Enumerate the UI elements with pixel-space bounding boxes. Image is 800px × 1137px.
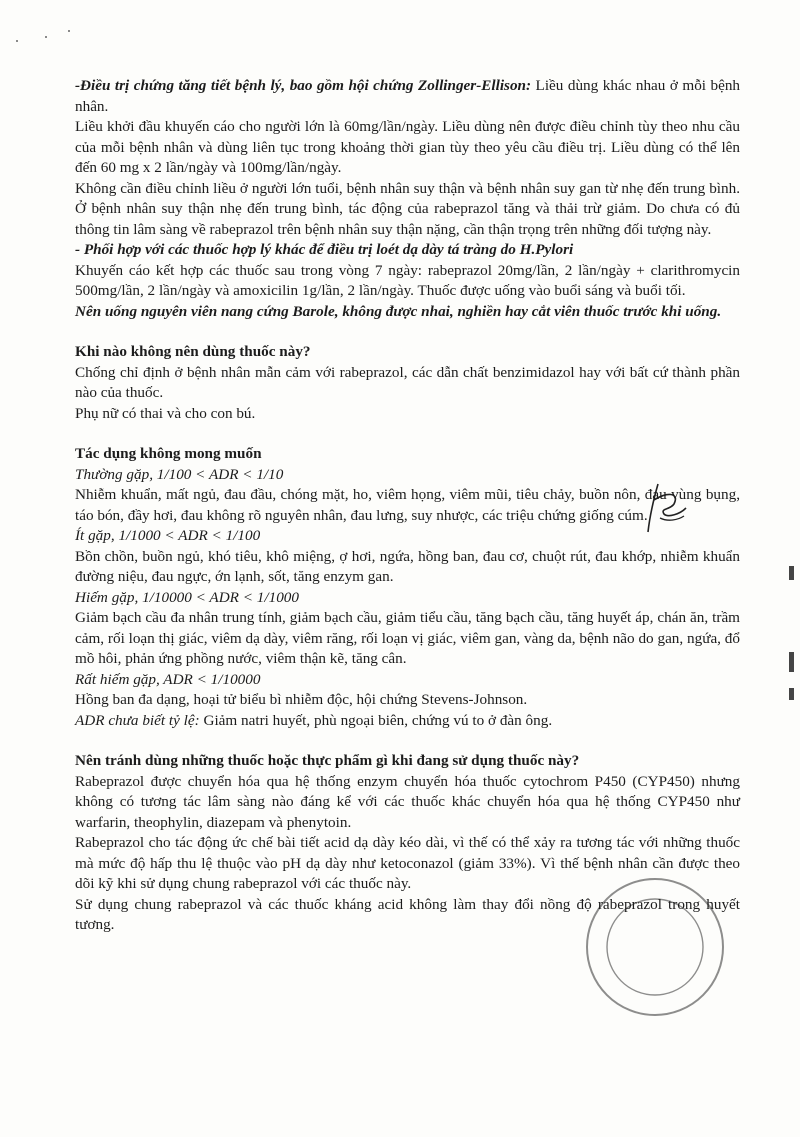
hpylori-title: - Phối hợp với các thuốc hợp lý khác để điều trị loét dạ dày tá tràng do H.Pylori: [75, 241, 574, 258]
adr-very-rare-text: Hồng ban đa dạng, hoại tử biểu bì nhiễm độc, hội chứng Stevens-Johnson.: [75, 691, 528, 708]
swallow-note: Nên uống nguyên viên nang cứng Barole, không được nhai, nghiền hay cắt viên thuốc trước khi uống.: [75, 302, 722, 320]
adr-rare-label: Hiếm gặp, 1/10000 < ADR < 1/1000: [75, 588, 299, 606]
margin-mark: [789, 652, 794, 672]
adr-rare-text: Giảm bạch cầu đa nhân trung tính, giảm bạch cầu, giảm tiểu cầu, tăng bạch cầu, tăng huyết áp, chán ăn, trầm cảm, rối loạn thị giác, viêm dạ dày, viêm răng, rối loạn vị giác, viêm gan, vàng da, bệnh não do gan, ngứa, đổ mồ hôi, phản ứng phồng nước, viêm thận kẽ, tăng cân.: [75, 609, 740, 667]
interactions-cyp-paragraph: Rabeprazol được chuyển hóa qua hệ thống enzym chuyển hóa thuốc cytochrom P450 (CYP450) nhưng không có tương tác lâm sàng nào đáng kể với các thuốc khác chuyển hóa qua hệ thống CYP450 như warfarin, theophylin, diazepam và phenytoin.: [75, 772, 740, 831]
contraindication-paragraph: Chống chỉ định ở bệnh nhân mẫn cảm với rabeprazol, các dẫn chất benzimidazol hay với bất cứ thành phần nào của thuốc.: [75, 363, 740, 401]
zollinger-dose-paragraph: Liều khởi đầu khuyến cáo cho người lớn là 60mg/lần/ngày. Liều dùng nên được điều chỉnh tùy theo nhu cầu của mỗi bệnh nhân và dùng liên tục trong khoảng thời gian tùy theo yêu cầu điều trị. Liều dùng có thể lên đến 60 mg x 2 lần/ngày và 100mg/lần/ngày.: [75, 118, 740, 176]
interactions-ph-paragraph: Rabeprazol cho tác động ức chế bài tiết acid dạ dày kéo dài, vì thế có thể xảy ra tương tác với những thuốc mà mức độ hấp thu lệ thuộc vào pH dạ dày như ketoconazol (giảm 33%). Vì thế bệnh nhân cần được theo dõi kỹ khi sử dụng chung rabeprazol với các thuốc này.: [75, 834, 740, 892]
adr-uncommon-label: Ít gặp, 1/1000 < ADR < 1/100: [75, 527, 261, 544]
zollinger-title: -Điều trị chứng tăng tiết bệnh lý, bao gồm hội chứng Zollinger-Ellison:: [75, 77, 532, 94]
adr-uncommon-text: Bồn chồn, buồn ngủ, khó tiêu, khô miệng, ợ hơi, ngứa, hồng ban, đau cơ, chuột rút, đau khớp, nhiễm khuẩn đường niệu, đau ngực, ớn lạnh, sốt, tăng enzym gan.: [75, 547, 740, 585]
adr-heading: Tác dụng không mong muốn: [75, 445, 262, 462]
hpylori-paragraph: Khuyến cáo kết hợp các thuốc sau trong vòng 7 ngày: rabeprazol 20mg/lần, 2 lần/ngày + clarithromycin 500mg/lần, 2 lần/ngày và amoxicilin 1g/lần, 2 lần/ngày. Thuốc được uống vào buổi sáng và buổi tối.: [75, 261, 740, 299]
zollinger-title-tail: Liều dùng khác nhau ở mỗi bệnh nhân.: [75, 77, 741, 115]
scan-dot: [45, 36, 47, 38]
adr-common-text: Nhiễm khuẩn, mất ngủ, đau đầu, chóng mặt, ho, viêm họng, viêm mũi, tiêu chảy, buồn nôn, đau vùng bụng, táo bón, đầy hơi, đau không rõ nguyên nhân, đau lưng, suy nhược, các triệu chứng giống cúm.: [75, 486, 740, 524]
scan-dot: [68, 30, 70, 32]
margin-mark: [789, 566, 794, 580]
adr-unknown-paragraph: [75, 711, 740, 732]
adr-unknown-label: ADR chưa biết tỷ lệ:: [75, 711, 200, 729]
zollinger-paragraph: [75, 76, 740, 117]
adr-common-label: Thường gặp, 1/100 < ADR < 1/10: [75, 465, 284, 483]
margin-mark: [789, 688, 794, 700]
pregnancy-paragraph: Phụ nữ có thai và cho con bú.: [75, 404, 256, 422]
adr-unknown-text: Giảm natri huyết, phù ngoại biên, chứng vú to ở đàn ông.: [199, 711, 553, 729]
document-page: [75, 76, 740, 936]
interactions-antacid-paragraph: Sử dụng chung rabeprazol và các thuốc kháng acid không làm thay đổi nồng độ rabeprazol trong huyết tương.: [75, 895, 740, 933]
interactions-heading: Nên tránh dùng những thuốc hoặc thực phẩm gì khi đang sử dụng thuốc này?: [75, 752, 580, 769]
scan-dot: [16, 40, 18, 42]
zollinger-adjust-paragraph: Không cần điều chỉnh liều ở người lớn tuổi, bệnh nhân suy thận và bệnh nhân suy gan từ nhẹ đến trung bình. Ở bệnh nhân suy thận nhẹ đến trung bình, tác động của rabeprazol tăng và thải trừ giảm. Do chưa có đủ thông tin lâm sàng về rabeprazol trên bệnh nhân suy thận nặng, cần thận trọng trên những đối tượng này.: [75, 179, 740, 238]
adr-very-rare-label: Rất hiếm gặp, ADR < 1/10000: [75, 670, 261, 688]
contraindication-heading: Khi nào không nên dùng thuốc này?: [75, 343, 311, 360]
